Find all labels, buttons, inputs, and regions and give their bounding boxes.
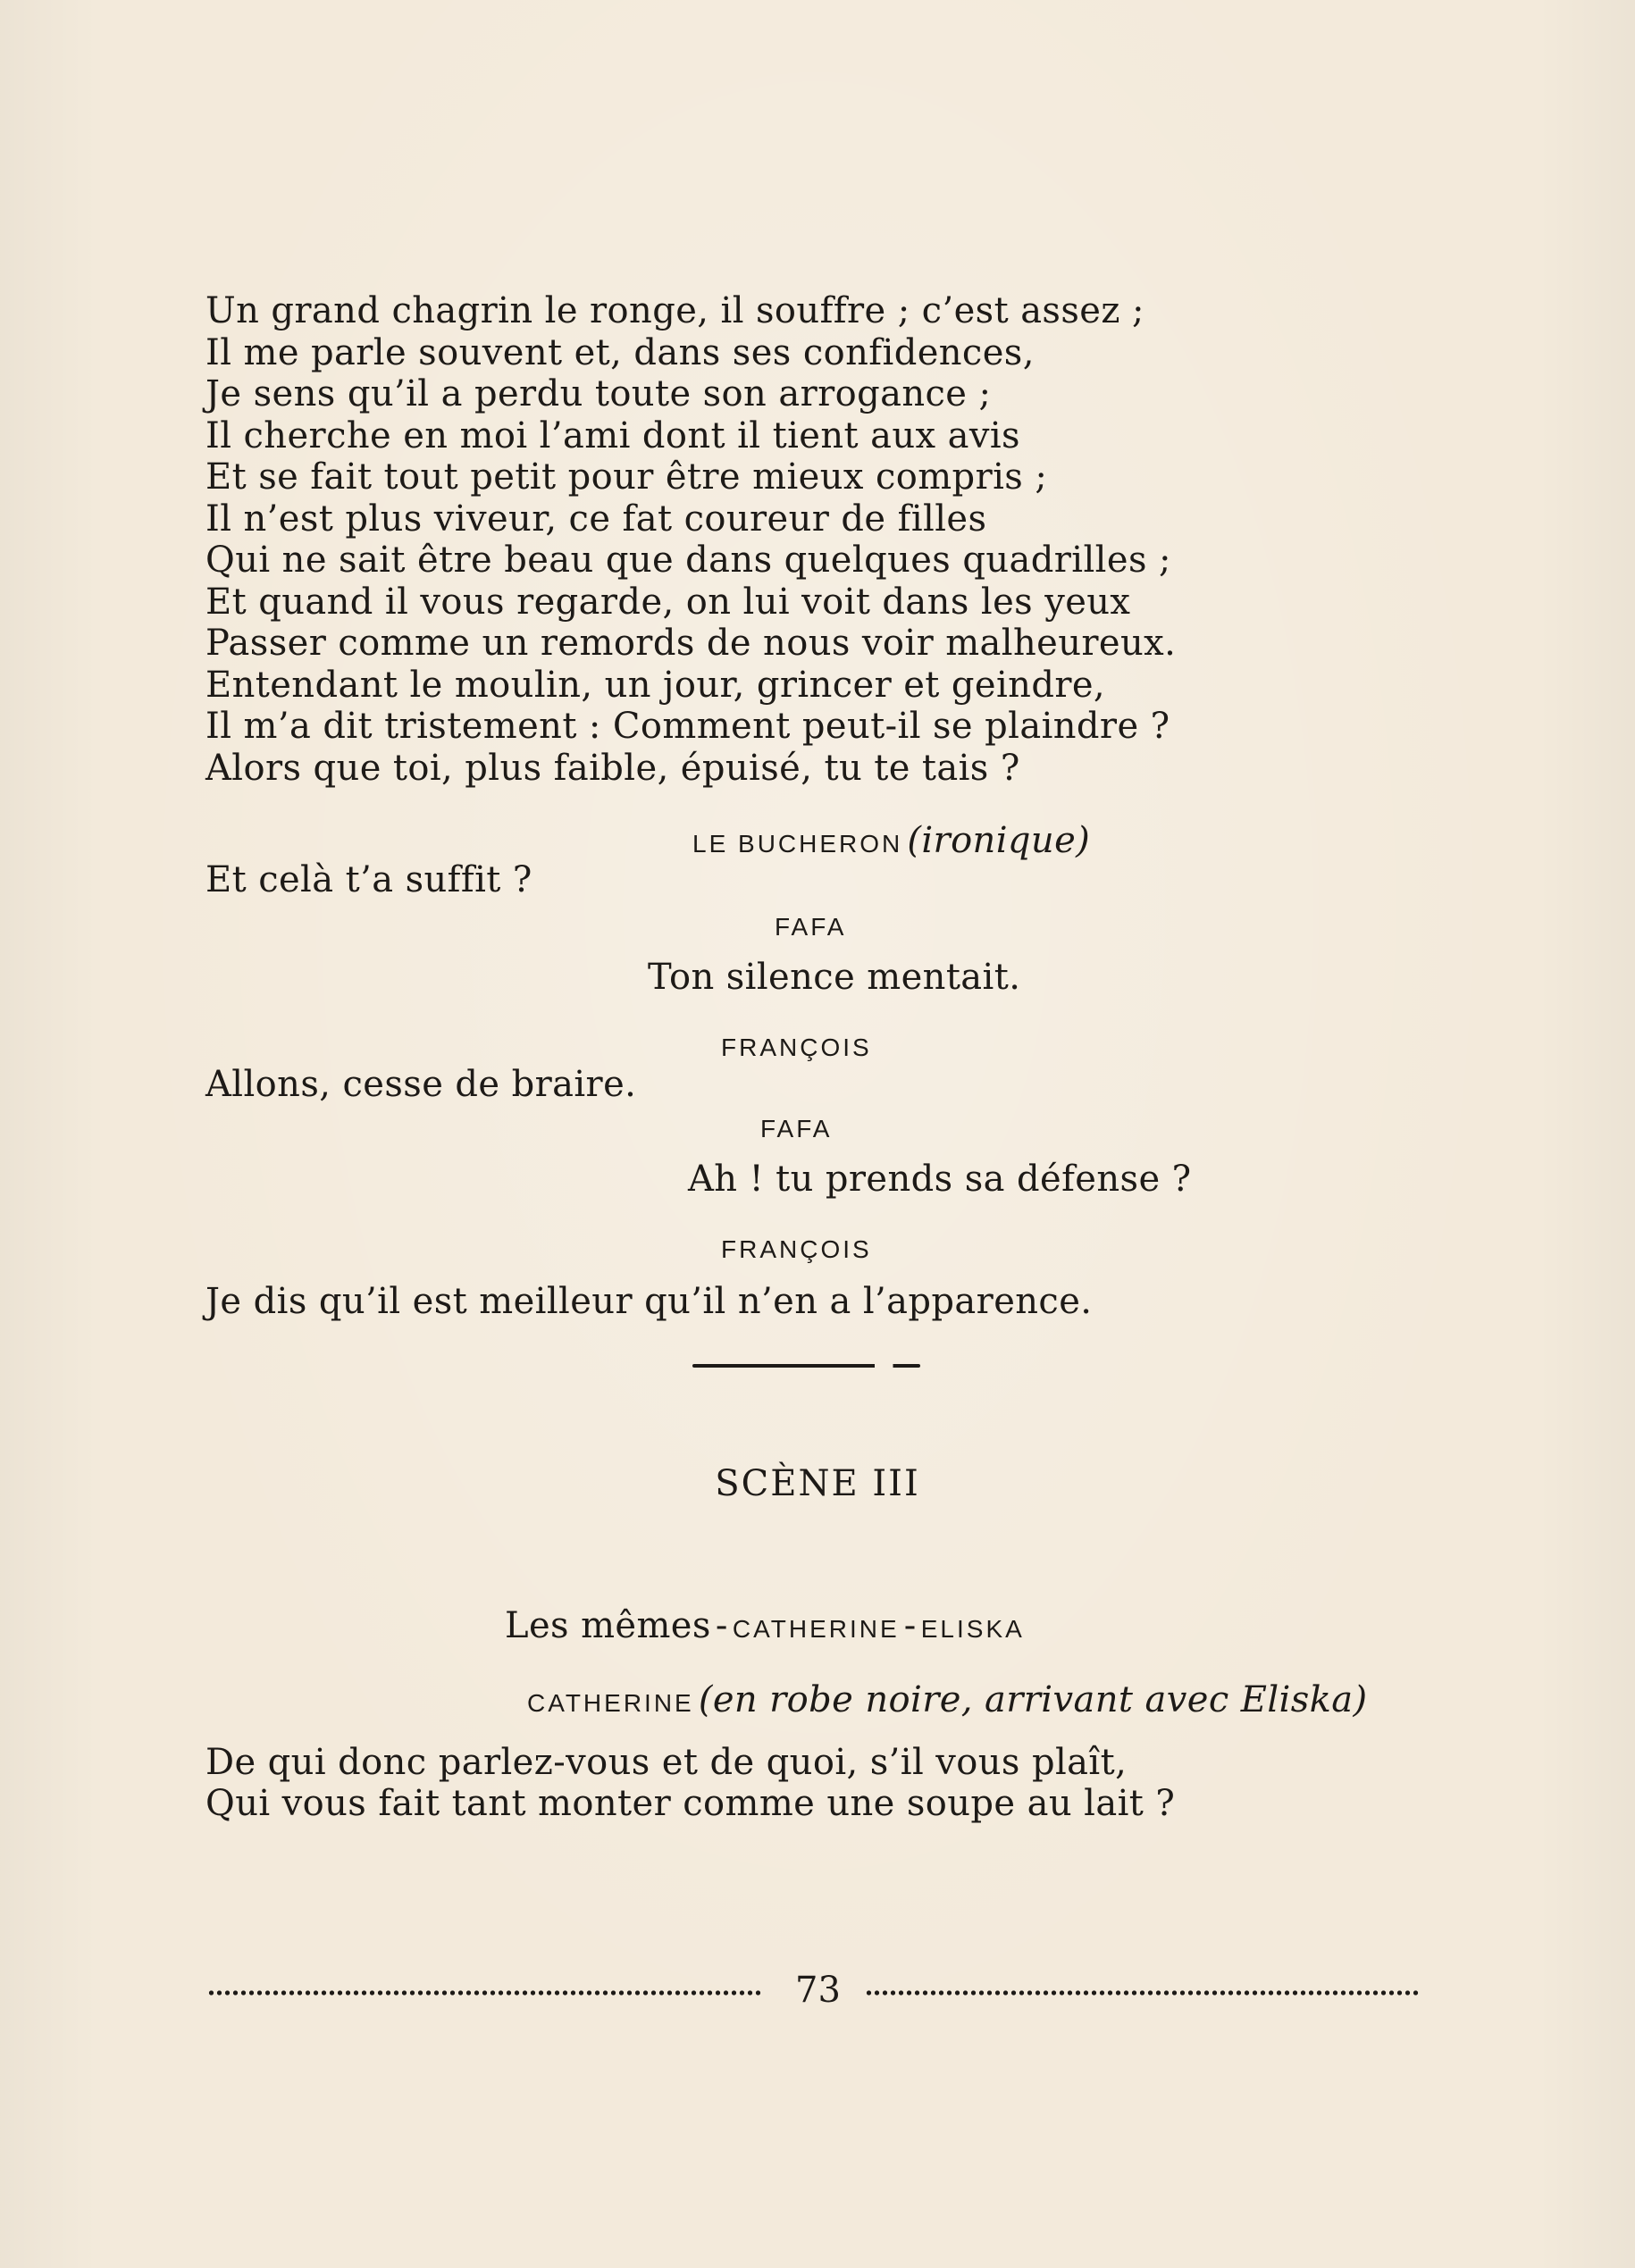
verse-line: Qui vous fait tant monter comme une soupe au lait ? <box>205 1783 1176 1824</box>
verse-line: Entendant le moulin, un jour, grincer et geindre, <box>205 664 1106 706</box>
verse-line: Et se fait tout petit pour être mieux compris ; <box>205 456 1048 498</box>
footer-dot-rule-right <box>865 1989 1419 1996</box>
dialogue-line-fafa: Ton silence mentait. <box>648 957 1021 998</box>
footer-dot-rule-left <box>207 1989 761 1996</box>
speaker-heading-catherine <box>527 1679 1368 1720</box>
cast-separator: - <box>715 1605 728 1646</box>
verse-line: Il me parle souvent et, dans ses confidences, <box>205 331 1035 373</box>
verse-line: Il m’a dit tristement : Comment peut-il se plaindre ? <box>205 706 1170 747</box>
speaker-heading-bucheron <box>692 820 1090 861</box>
cast-name: ELISKA <box>920 1615 1025 1643</box>
verse-line: Un grand chagrin le ronge, il souffre ; c’est assez ; <box>205 290 1144 331</box>
verse-line: Et quand il vous regarde, on lui voit dans les yeux <box>205 581 1131 623</box>
cast-lead: Les mêmes <box>505 1605 711 1646</box>
speaker-name-francois-2: FRANÇOIS <box>721 1235 872 1263</box>
dialogue-lines-catherine <box>205 1742 1175 1824</box>
page-number: 73 <box>795 1970 841 2011</box>
dialogue-line-francois-2: Je dis qu’il est meilleur qu’il n’en a l’apparence. <box>205 1281 1093 1322</box>
speech-verses <box>205 290 1278 789</box>
cast-list <box>505 1605 1025 1646</box>
verse-line: Passer comme un remords de nous voir malheureux. <box>205 623 1177 664</box>
scene-title: SCÈNE III <box>715 1463 920 1504</box>
verse-line: Qui ne sait être beau que dans quelques quadrilles ; <box>205 540 1171 581</box>
section-divider <box>692 1364 920 1368</box>
speaker-name: CATHERINE <box>527 1689 694 1717</box>
cast-separator: - <box>903 1605 917 1646</box>
dialogue-line-francois: Allons, cesse de braire. <box>205 1064 637 1105</box>
speaker-name-fafa: FAFA <box>775 913 847 941</box>
verse-line: Il cherche en moi l’ami dont il tient aux avis <box>205 414 1020 456</box>
stage-direction: (en robe noire, arrivant avec Eliska) <box>698 1679 1368 1720</box>
verse-line: Alors que toi, plus faible, épuisé, tu te tais ? <box>205 747 1020 789</box>
speaker-name-francois: FRANÇOIS <box>721 1034 872 1061</box>
speaker-name-fafa-2: FAFA <box>760 1115 833 1142</box>
speaker-name: LE BUCHERON <box>692 830 903 858</box>
verse-line: Je sens qu’il a perdu toute son arrogance ; <box>205 373 992 414</box>
cast-name: CATHERINE <box>732 1615 900 1643</box>
dialogue-line-bucheron: Et celà t’a suffit ? <box>205 859 532 900</box>
verse-line: Il n’est plus viveur, ce fat coureur de filles <box>205 498 987 540</box>
verse-line: De qui donc parlez-vous et de quoi, s’il vous plaît, <box>205 1742 1128 1783</box>
dialogue-line-fafa-2: Ah ! tu prends sa défense ? <box>688 1159 1192 1200</box>
stage-direction: (ironique) <box>907 820 1091 861</box>
